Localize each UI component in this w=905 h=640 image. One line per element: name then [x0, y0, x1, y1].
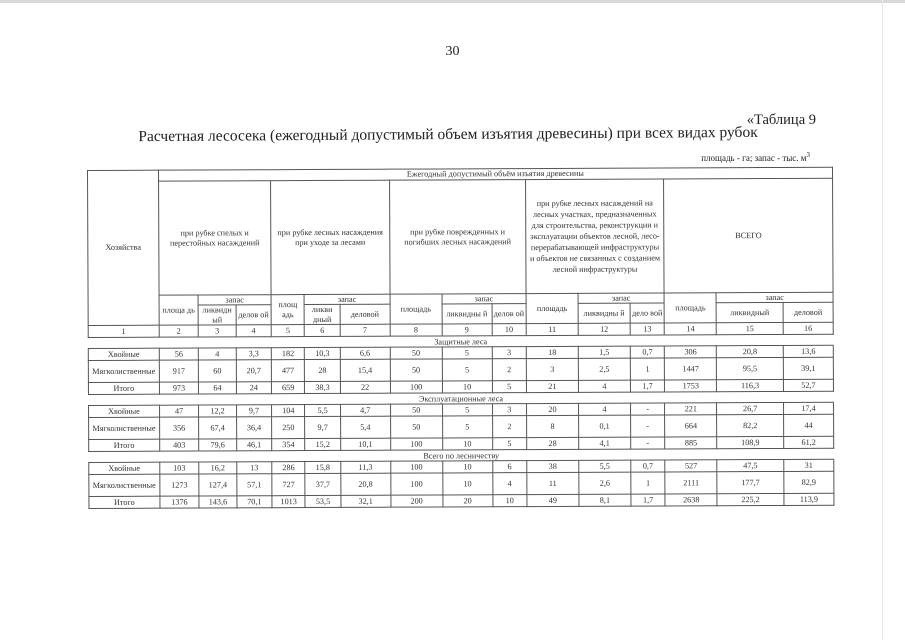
table-cell: 1 [630, 358, 664, 380]
table-cell: 4,7 [340, 404, 390, 416]
table-cell: 56 [159, 348, 199, 360]
table-cell: 38,3 [305, 382, 340, 394]
table-row [88, 358, 833, 383]
table-cell: 225,2 [717, 494, 784, 506]
table-cell: 1753 [665, 380, 717, 392]
table-cell: 79,6 [199, 439, 237, 451]
table-cell: 0,7 [630, 346, 664, 358]
table-cell: 15,2 [305, 439, 340, 451]
table-row [89, 415, 834, 440]
table-cell: 354 [272, 439, 305, 451]
table-cell: - [631, 415, 665, 437]
table-cell: 5 [442, 347, 492, 359]
column-number: 8 [390, 324, 442, 336]
table-cell: 182 [271, 348, 304, 360]
table-cell: 9,7 [305, 417, 340, 439]
column-number: 13 [630, 323, 664, 335]
stock-header: запас [716, 292, 833, 303]
table-cell: 116,3 [717, 380, 784, 392]
row-name: Мягколиственные [89, 417, 160, 439]
table-cell: 113,9 [784, 494, 834, 506]
group-header-infrastructure: при рубке лесных насаждений на лесных участках, предназначенных для строительства, реконструкции и эксплуатации объектов лесной, лесо-перерабатывающей инфраструктуры и объектов не связанных с созданием лесной инфраструктуры [525, 179, 664, 294]
table-label: «Таблица 9 [746, 112, 816, 128]
column-number: 2 [159, 325, 199, 337]
table-cell: 4,1 [579, 437, 631, 449]
row-name: Мягколиственные [88, 360, 159, 382]
stock-header: запас [578, 293, 664, 304]
table-cell: 20,8 [717, 346, 784, 358]
liquid-header: ликвидны й [578, 304, 630, 324]
table-cell: 9,7 [236, 405, 271, 417]
business-header: деловой [783, 303, 833, 323]
column-number: 4 [236, 325, 271, 337]
table-cell: 67,4 [199, 417, 237, 439]
table-cell: 973 [159, 382, 199, 394]
table-cell: 32,1 [341, 495, 391, 507]
table-cell: 2 [492, 359, 526, 381]
table-cell: 1,7 [630, 380, 664, 392]
row-name: Мягколиственные [89, 474, 160, 496]
table-cell: 17,4 [783, 403, 833, 415]
table-cell: 3 [492, 347, 526, 359]
table-cell: 5 [492, 381, 526, 393]
table-cell: 24 [236, 382, 271, 394]
table-cell: 10 [442, 381, 492, 393]
table-cell: 53,5 [305, 496, 340, 508]
table-cell: 50 [390, 347, 442, 359]
column-number: 12 [578, 323, 630, 335]
table-cell: 104 [272, 405, 305, 417]
table-cell: 20,8 [341, 473, 391, 495]
table-cell: 28 [305, 360, 340, 382]
table-cell: 6 [492, 461, 526, 473]
table-cell: 16,2 [199, 462, 237, 474]
table-cell: 2 [492, 416, 526, 438]
group-header-total: ВСЕГО [664, 178, 833, 293]
main-header: Ежегодный допустимый объём изъятия древесины [158, 167, 832, 181]
farms-header: Хозяйства [88, 170, 159, 326]
row-name: Итого [89, 496, 160, 508]
right-edge-line [882, 0, 883, 640]
table-cell: 12,2 [199, 405, 237, 417]
table-cell: 64 [199, 382, 237, 394]
top-edge-line [0, 0, 905, 3]
table-cell: 52,7 [783, 380, 833, 392]
table-cell: 50 [390, 359, 442, 381]
table-cell: 143,6 [199, 496, 237, 508]
table-cell: 47,5 [717, 460, 784, 472]
table-cell: 1,5 [578, 346, 630, 358]
table-cell: 177,7 [717, 472, 784, 494]
table-cell: 0,1 [579, 415, 631, 437]
column-number: 7 [340, 324, 390, 336]
column-number: 11 [526, 324, 578, 336]
table-cell: 5 [442, 359, 492, 381]
area-header: площ адь [271, 295, 304, 325]
group-header-mature: при рубке спелых и перестойных насаждений [158, 181, 271, 295]
table-cell: 221 [665, 403, 717, 415]
table-cell: 39,1 [783, 358, 833, 380]
table-cell: 5 [442, 416, 492, 438]
units-superscript: 3 [806, 151, 810, 159]
table-cell: 13 [236, 462, 271, 474]
table-cell: 1013 [272, 496, 305, 508]
liquid-header: ликви дный [304, 305, 339, 325]
table-cell: 659 [272, 382, 305, 394]
liquid-header: ликвидный [716, 303, 783, 323]
business-header: делов ой [492, 304, 526, 324]
table-cell: 18 [526, 347, 578, 359]
table-cell: 306 [665, 346, 717, 358]
table-cell: 11,3 [340, 461, 390, 473]
column-number: 1 [88, 325, 159, 337]
table-cell: 2638 [665, 494, 717, 506]
table-cell: 15,4 [340, 359, 390, 381]
table-cell: 20 [443, 495, 493, 507]
column-number: 6 [305, 325, 340, 337]
table-cell: - [631, 437, 665, 449]
business-header: деловой [340, 305, 390, 325]
table-cell: 1273 [160, 474, 200, 496]
stock-header: запас [304, 294, 389, 305]
table-cell: 10,3 [305, 348, 340, 360]
table-cell: 103 [160, 462, 200, 474]
table-cell: 727 [272, 474, 305, 496]
column-number: 14 [664, 323, 716, 335]
table-cell: 2,6 [579, 472, 631, 494]
table-cell: 286 [272, 462, 305, 474]
table-cell: 28 [527, 438, 579, 450]
page-number: 30 [445, 44, 460, 59]
table-cell: 100 [390, 473, 442, 495]
area-header: площадь [526, 293, 578, 323]
business-header: дело вой [630, 303, 664, 323]
row-name: Хвойные [89, 462, 160, 474]
table-cell: 10,1 [340, 438, 390, 450]
column-number: 9 [442, 324, 492, 336]
table-cell: 13,6 [783, 346, 833, 358]
table-cell: 885 [665, 437, 717, 449]
liquid-header: ликвидн ый [198, 305, 236, 325]
table-cell: 10 [442, 461, 492, 473]
table-cell: 10 [493, 495, 527, 507]
table-cell: 82,9 [784, 472, 834, 494]
table-cell: 5,5 [305, 405, 340, 417]
table-cell: 108,9 [717, 437, 784, 449]
business-header: делов ой [236, 305, 271, 325]
table-cell: 21 [526, 381, 578, 393]
table-cell: 0,7 [631, 460, 665, 472]
table-cell: 200 [391, 495, 443, 507]
liquid-header: ликвидны й [442, 304, 492, 324]
table-cell: 49 [527, 495, 579, 507]
area-header: площадь [390, 294, 442, 324]
table-cell: 2,5 [578, 358, 630, 380]
column-number: 16 [783, 323, 833, 335]
table-cell: 70,1 [237, 496, 272, 508]
table-cell: 100 [390, 381, 442, 393]
table-cell: 20,7 [236, 360, 271, 382]
table-cell: 5,4 [340, 416, 390, 438]
table-cell: 100 [390, 461, 442, 473]
table-cell: 4 [492, 473, 526, 495]
row-name: Итого [89, 439, 160, 451]
table-cell: 1,7 [631, 494, 665, 506]
table-cell: 250 [272, 417, 305, 439]
table-cell: 10 [442, 438, 492, 450]
table-cell: 4 [578, 380, 630, 392]
table-cell: 38 [527, 461, 579, 473]
table-cell: 3,3 [236, 348, 271, 360]
table-cell: 356 [159, 417, 199, 439]
table-cell: 22 [340, 381, 390, 393]
table-cell: 15,8 [305, 462, 340, 474]
units-note [560, 151, 810, 163]
table-cell: 5,5 [579, 460, 631, 472]
table-cell: 44 [783, 415, 833, 437]
table-cell: 31 [784, 460, 834, 472]
table-cell: 4 [578, 403, 630, 415]
table-row [89, 494, 834, 509]
table-row [89, 472, 834, 497]
table-cell: 127,4 [199, 474, 237, 496]
cutting-volume-table [87, 167, 834, 510]
table-cell: 1 [631, 472, 665, 494]
table-cell: 664 [665, 415, 717, 437]
column-number: 3 [198, 325, 236, 337]
table-cell: 50 [390, 404, 442, 416]
row-name: Итого [88, 382, 159, 394]
table-cell: 95,5 [717, 358, 784, 380]
stock-header: запас [198, 295, 271, 306]
table-cell: 60 [199, 360, 237, 382]
table-cell: 20 [526, 404, 578, 416]
table-cell: 403 [159, 439, 199, 451]
table-cell: 37,7 [305, 474, 340, 496]
table-cell: 3 [492, 404, 526, 416]
row-name: Хвойные [89, 405, 160, 417]
group-header-thinning: при рубке лесных насаждения при уходе за лесами [271, 180, 390, 295]
area-header: площа дь [159, 295, 199, 325]
table-cell: 2111 [665, 472, 717, 494]
section-title: Защитные леса [88, 335, 833, 349]
table-cell: 3 [526, 359, 578, 381]
stock-header: запас [442, 294, 526, 305]
document-title: Расчетная лесосека (ежегодный допустимый объем изъятия древесины) при всех видах рубок [138, 123, 758, 146]
table-cell: 10 [442, 473, 492, 495]
table-cell: 47 [159, 405, 199, 417]
table-cell: 57,1 [237, 474, 272, 496]
table-cell: - [630, 403, 664, 415]
table-cell: 36,4 [236, 417, 271, 439]
area-header: площадь [664, 293, 716, 323]
table-cell: 100 [390, 438, 442, 450]
column-number: 5 [271, 325, 304, 337]
table-cell: 5 [442, 404, 492, 416]
column-number: 10 [492, 324, 526, 336]
table-cell: 4 [199, 348, 237, 360]
column-number: 15 [716, 323, 783, 335]
table-container [87, 167, 834, 510]
table-cell: 1447 [665, 358, 717, 380]
table-body [88, 335, 834, 509]
units-text: площадь - га; запас - тыс. м [701, 153, 807, 163]
table-cell: 8,1 [579, 494, 631, 506]
table-cell: 50 [390, 416, 442, 438]
table-cell: 8 [527, 416, 579, 438]
table-cell: 61,2 [784, 437, 834, 449]
group-header-damaged: при рубке поврежденных и погибших лесных насаждений [389, 180, 526, 295]
table-cell: 46,1 [236, 439, 271, 451]
row-name: Хвойные [88, 348, 159, 360]
table-cell: 82,2 [717, 415, 784, 437]
table-cell: 527 [665, 460, 717, 472]
table-cell: 6,6 [340, 347, 390, 359]
section-title: Всего по лесничеству [89, 449, 834, 463]
table-cell: 5 [492, 438, 526, 450]
table-cell: 11 [527, 473, 579, 495]
table-cell: 917 [159, 360, 199, 382]
table-cell: 26,7 [717, 403, 784, 415]
table-cell: 477 [271, 360, 304, 382]
table-cell: 1376 [160, 496, 200, 508]
section-title: Эксплуатационные леса [88, 392, 833, 406]
